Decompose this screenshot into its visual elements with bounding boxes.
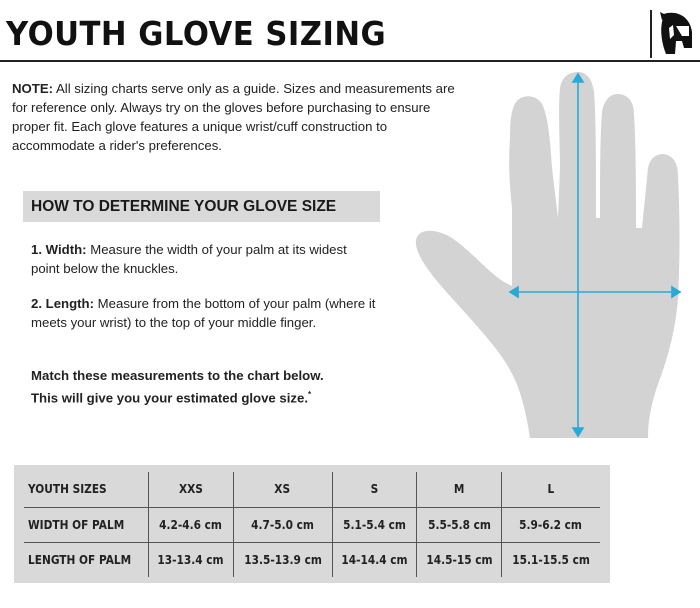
table-header-cell: M [417,472,502,507]
note-label: NOTE: [12,81,54,96]
match-instruction [31,366,376,407]
length-label: 2. Length: [31,296,95,311]
length-text: Measure from the bottom of your palm (where it meets your wrist) to the top of your middle finger. [31,296,376,330]
width-label: 1. Width: [31,242,87,257]
table-row [24,542,600,577]
table-cell: 13.5-13.9 cm [233,542,332,577]
table-row-label: WIDTH OF PALM [24,507,148,542]
width-text: Measure the width of your palm at its widest point below the knuckles. [31,242,347,276]
table-cell: 14-14.4 cm [332,542,417,577]
page-title: YOUTH GLOVE SIZING [6,14,387,53]
match-line-2: This will give you your estimated glove size.* [31,390,312,406]
width-instruction [31,240,376,278]
helmet-logo-icon [656,8,696,58]
table-header-cell: L [547,482,555,497]
note-paragraph [12,79,472,155]
length-instruction [31,294,376,332]
table-cell: 5.9-6.2 cm [501,507,600,542]
logo-divider [650,10,652,58]
title-underline [0,60,700,62]
table-cell: 5.1-5.4 cm [332,507,417,542]
size-chart-table [24,472,600,577]
table-cell: 15.1-15.5 cm [501,542,600,577]
table-cell: 13-13.4 cm [148,542,233,577]
section-heading: HOW TO DETERMINE YOUR GLOVE SIZE [23,191,380,222]
hand-silhouette [416,72,680,438]
match-line-1: Match these measurements to the chart below. [31,368,324,383]
hand-measurement-diagram [412,68,698,448]
note-text: All sizing charts serve only as a guide. Sizes and measurements are for reference only. Always try on the gloves before purchasing to ensure proper fit. Each glove features a unique wrist/cuff construction to accommodate a rider's preferences. [12,81,455,153]
table-header-cell: YOUTH SIZES [24,472,148,507]
table-cell: 5.5-5.8 cm [417,507,502,542]
table-header-row [24,472,600,507]
table-header-cell: S [332,472,417,507]
table-row [24,507,600,542]
table-header-cell: XS [233,472,332,507]
table-header-cell: XXS [148,472,233,507]
table-row-label: LENGTH OF PALM [24,542,148,577]
table-cell: 4.2-4.6 cm [148,507,233,542]
table-cell: 4.7-5.0 cm [233,507,332,542]
table-cell: 14.5-15 cm [417,542,502,577]
